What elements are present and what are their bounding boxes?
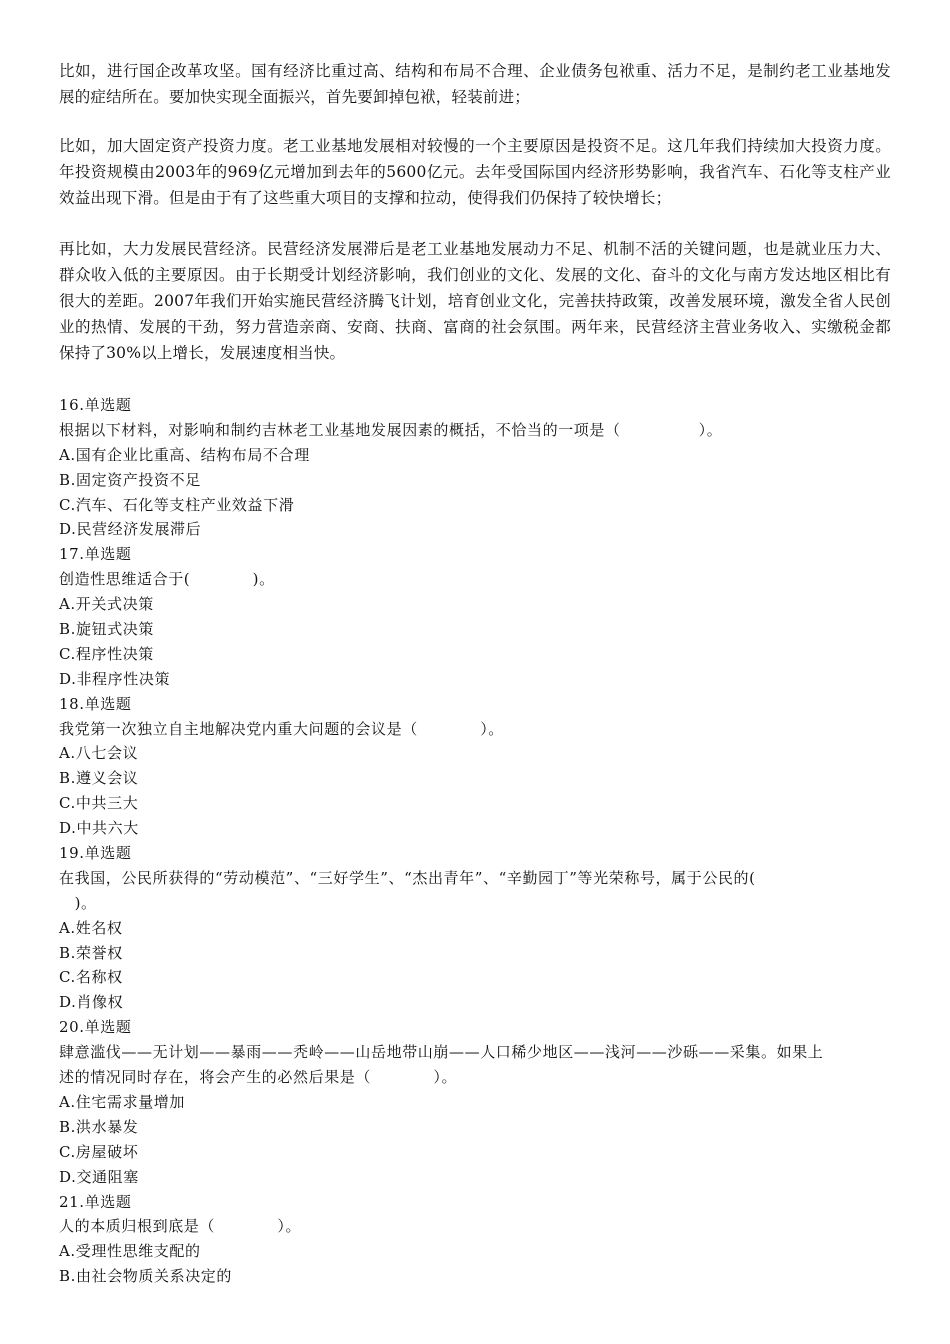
- passage-paragraph-1: 比如，进行国企改革攻坚。国有经济比重过高、结构和布局不合理、企业债务包袱重、活力不足，是制约老工业基地发展的症结所在。要加快实现全面振兴，首先要卸掉包袱，轻装前进；: [59, 62, 891, 106]
- option-a[interactable]: A.住宅需求量增加: [59, 1092, 186, 1111]
- option-b[interactable]: B.洪水暴发: [59, 1117, 139, 1136]
- option-b[interactable]: B.固定资产投资不足: [59, 470, 201, 489]
- option-d[interactable]: D.交通阻塞: [59, 1167, 139, 1186]
- question-stem-line-2: )。: [59, 893, 97, 912]
- question-header: 18.单选题: [59, 694, 132, 713]
- question-stem: 我党第一次独立自主地解决党内重大问题的会议是（ ）。: [59, 719, 504, 738]
- question-header: 17.单选题: [59, 545, 132, 564]
- option-d[interactable]: D.非程序性决策: [59, 669, 171, 688]
- question-17: [59, 542, 891, 691]
- option-b[interactable]: B.旋钮式决策: [59, 620, 154, 639]
- question-header: 16.单选题: [59, 396, 132, 414]
- question-18: [59, 692, 891, 841]
- option-a[interactable]: A.八七会议: [59, 744, 139, 763]
- option-c[interactable]: C.房屋破坏: [59, 1142, 139, 1161]
- question-20: [59, 1015, 891, 1189]
- question-21: [59, 1190, 891, 1290]
- question-header: 20.单选题: [59, 1018, 132, 1037]
- question-stem: 创造性思维适合于( )。: [59, 570, 275, 589]
- question-stem-line-2: 述的情况同时存在，将会产生的必然后果是（ ）。: [59, 1068, 458, 1087]
- option-b[interactable]: B.由社会物质关系决定的: [59, 1267, 232, 1286]
- question-header: 21.单选题: [59, 1192, 132, 1211]
- option-d[interactable]: D.肖像权: [59, 993, 124, 1012]
- question-list: [59, 393, 891, 1289]
- option-a[interactable]: A.国有企业比重高、结构布局不合理: [59, 445, 310, 464]
- option-c[interactable]: C.名称权: [59, 968, 123, 987]
- option-b[interactable]: B.荣誉权: [59, 943, 123, 962]
- option-d[interactable]: D.民营经济发展滞后: [59, 520, 202, 539]
- question-19: [59, 841, 891, 1015]
- question-stem-line-1: 肆意滥伐——无计划——暴雨——秃岭——山岳地带山崩——人口稀少地区——浅河——沙砾——采集。如果上: [59, 1043, 824, 1062]
- question-stem-line-1: 在我国，公民所获得的“劳动模范”、“三好学生”、“杰出青年”、“辛勤园丁”等光荣称号，属于公民的(: [59, 868, 756, 887]
- question-16: [59, 393, 891, 542]
- option-a[interactable]: A.姓名权: [59, 918, 123, 937]
- passage-paragraph-3: 再比如，大力发展民营经济。民营经济发展滞后是老工业基地发展动力不足、机制不活的关键问题，也是就业压力大、群众收入低的主要原因。由于长期受计划经济影响，我们创业的文化、发展的文化、奋斗的文化与南方发达地区相比有很大的差距。2007年我们开始实施民营经济腾飞计划，培育创业文化，完善扶持政策，改善发展环境，激发全省人民创业的热情、发展的干劲，努力营造亲商、安商、扶商、富商的社会氛围。两年来，民营经济主营业务收入、实缴税金都保持了30%以上增长，发展速度相当快。: [59, 240, 891, 362]
- option-a[interactable]: A.开关式决策: [59, 595, 154, 614]
- option-c[interactable]: C.汽车、石化等支柱产业效益下滑: [59, 495, 295, 514]
- question-stem: 人的本质归根到底是（ ）。: [59, 1217, 302, 1236]
- passage-paragraph-2: 比如，加大固定资产投资力度。老工业基地发展相对较慢的一个主要原因是投资不足。这几年我们持续加大投资力度。年投资规模由2003年的969亿元增加到去年的5600亿元。去年受国际国内经济形势影响，我省汽车、石化等支柱产业效益出现下滑。但是由于有了这些重大项目的支撑和拉动，使得我们仍保持了较快增长；: [59, 137, 891, 207]
- question-header: 19.单选题: [59, 844, 132, 863]
- option-b[interactable]: B.遵义会议: [59, 769, 139, 788]
- option-c[interactable]: C.中共三大: [59, 794, 139, 813]
- question-stem: 根据以下材料，对影响和制约吉林老工业基地发展因素的概括，不恰当的一项是（ ）。: [59, 420, 723, 439]
- option-d[interactable]: D.中共六大: [59, 819, 139, 838]
- option-a[interactable]: A.受理性思维支配的: [59, 1242, 201, 1261]
- option-c[interactable]: C.程序性决策: [59, 644, 154, 663]
